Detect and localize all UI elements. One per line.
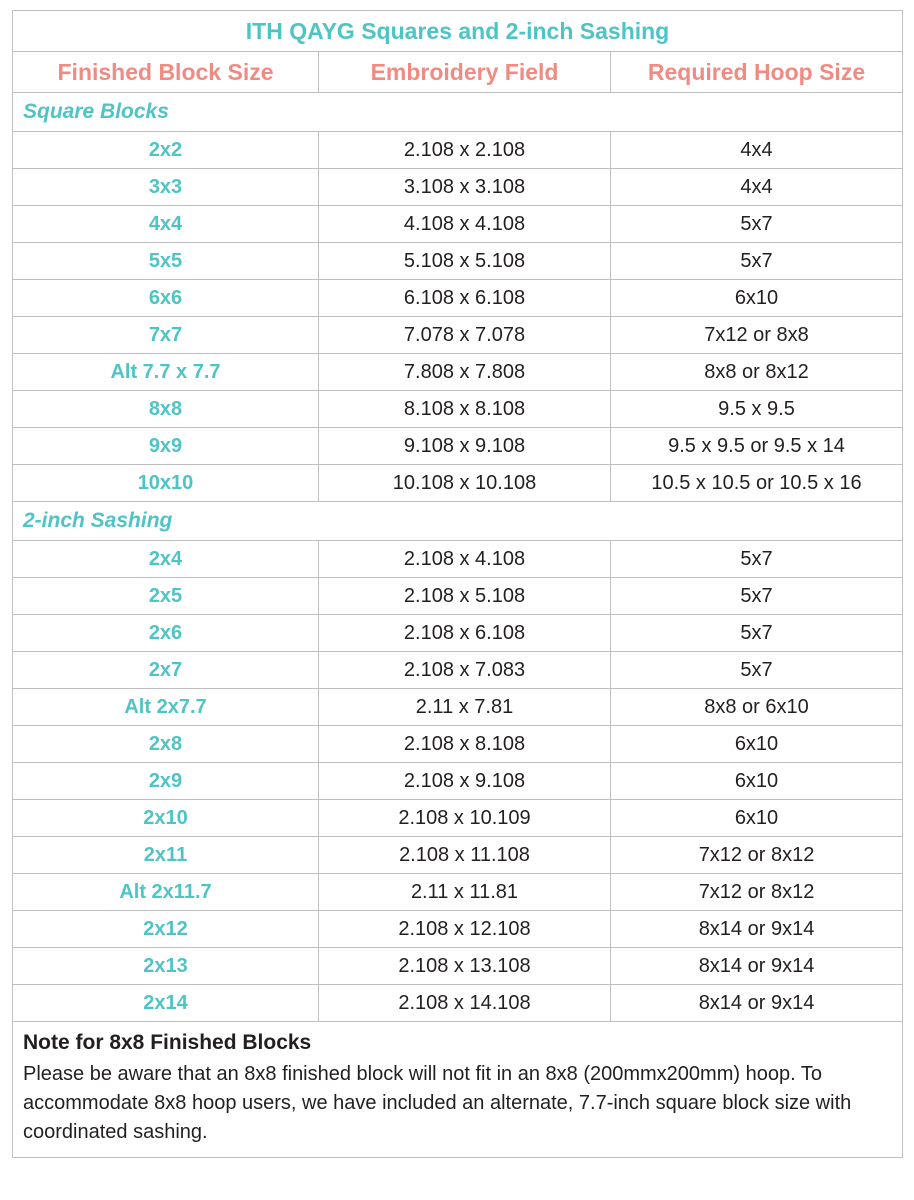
- cell-embroidery-field: 2.108 x 4.108: [319, 541, 611, 578]
- table-row: [13, 243, 903, 280]
- cell-block-size: 2x11: [13, 837, 319, 874]
- note-title: Note for 8x8 Finished Blocks: [23, 1031, 312, 1054]
- cell-hoop-size: 6x10: [611, 800, 903, 837]
- table-row: [13, 465, 903, 502]
- cell-embroidery-field: 8.108 x 8.108: [319, 391, 611, 428]
- cell-block-size: 2x8: [13, 726, 319, 763]
- cell-hoop-size: 8x14 or 9x14: [611, 948, 903, 985]
- cell-embroidery-field: 2.108 x 7.083: [319, 652, 611, 689]
- table-row: [13, 911, 903, 948]
- cell-hoop-size: 8x14 or 9x14: [611, 911, 903, 948]
- cell-hoop-size: 7x12 or 8x12: [611, 837, 903, 874]
- cell-block-size: 2x6: [13, 615, 319, 652]
- cell-block-size: 2x5: [13, 578, 319, 615]
- table-row: [13, 985, 903, 1022]
- cell-block-size: 2x12: [13, 911, 319, 948]
- column-header-block-size: Finished Block Size: [13, 52, 319, 93]
- cell-hoop-size: 7x12 or 8x8: [611, 317, 903, 354]
- cell-hoop-size: 4x4: [611, 132, 903, 169]
- cell-block-size: 6x6: [13, 280, 319, 317]
- note-body: Please be aware that an 8x8 finished block will not fit in an 8x8 (200mmx200mm) hoop. To accommodate 8x8 hoop users, we have included an alternate, 7.7-inch square block size with coordinated sashing.: [23, 1063, 852, 1144]
- cell-embroidery-field: 5.108 x 5.108: [319, 243, 611, 280]
- cell-hoop-size: 8x8 or 8x12: [611, 354, 903, 391]
- cell-embroidery-field: 7.078 x 7.078: [319, 317, 611, 354]
- cell-embroidery-field: 3.108 x 3.108: [319, 169, 611, 206]
- section-header-row: [13, 93, 903, 132]
- table-row: [13, 726, 903, 763]
- cell-embroidery-field: 2.108 x 8.108: [319, 726, 611, 763]
- cell-block-size: 7x7: [13, 317, 319, 354]
- cell-hoop-size: 5x7: [611, 652, 903, 689]
- cell-hoop-size: 6x10: [611, 763, 903, 800]
- cell-block-size: 2x14: [13, 985, 319, 1022]
- cell-hoop-size: 5x7: [611, 243, 903, 280]
- table-row: [13, 615, 903, 652]
- cell-embroidery-field: 2.11 x 7.81: [319, 689, 611, 726]
- cell-block-size: Alt 2x11.7: [13, 874, 319, 911]
- cell-block-size: 10x10: [13, 465, 319, 502]
- cell-embroidery-field: 9.108 x 9.108: [319, 428, 611, 465]
- cell-block-size: 4x4: [13, 206, 319, 243]
- cell-block-size: 2x13: [13, 948, 319, 985]
- cell-block-size: 2x4: [13, 541, 319, 578]
- column-header-hoop-size: Required Hoop Size: [611, 52, 903, 93]
- cell-hoop-size: 9.5 x 9.5 or 9.5 x 14: [611, 428, 903, 465]
- table-row: [13, 837, 903, 874]
- cell-block-size: 2x9: [13, 763, 319, 800]
- cell-embroidery-field: 2.108 x 12.108: [319, 911, 611, 948]
- cell-block-size: 3x3: [13, 169, 319, 206]
- table-row: [13, 391, 903, 428]
- column-header-row: [13, 52, 903, 93]
- cell-block-size: 2x2: [13, 132, 319, 169]
- title-row: [13, 11, 903, 52]
- cell-block-size: 2x10: [13, 800, 319, 837]
- cell-block-size: 9x9: [13, 428, 319, 465]
- table-row: [13, 317, 903, 354]
- table-row: [13, 652, 903, 689]
- cell-hoop-size: 5x7: [611, 206, 903, 243]
- table-row: [13, 354, 903, 391]
- block-size-table: [12, 10, 903, 1158]
- note-row: [13, 1022, 903, 1158]
- cell-embroidery-field: 10.108 x 10.108: [319, 465, 611, 502]
- cell-embroidery-field: 2.108 x 11.108: [319, 837, 611, 874]
- section-heading: Square Blocks: [13, 93, 903, 132]
- table-row: [13, 874, 903, 911]
- cell-embroidery-field: 2.108 x 10.109: [319, 800, 611, 837]
- table-row: [13, 428, 903, 465]
- cell-embroidery-field: 2.108 x 5.108: [319, 578, 611, 615]
- cell-hoop-size: 8x14 or 9x14: [611, 985, 903, 1022]
- cell-embroidery-field: 2.108 x 6.108: [319, 615, 611, 652]
- cell-hoop-size: 4x4: [611, 169, 903, 206]
- cell-block-size: Alt 2x7.7: [13, 689, 319, 726]
- cell-hoop-size: 6x10: [611, 280, 903, 317]
- cell-hoop-size: 5x7: [611, 615, 903, 652]
- cell-embroidery-field: 2.108 x 9.108: [319, 763, 611, 800]
- table-row: [13, 800, 903, 837]
- note-block: [13, 1022, 903, 1158]
- table-row: [13, 541, 903, 578]
- table-body: [13, 11, 903, 1158]
- table-row: [13, 132, 903, 169]
- column-header-embroidery-field: Embroidery Field: [319, 52, 611, 93]
- table-row: [13, 169, 903, 206]
- cell-block-size: 8x8: [13, 391, 319, 428]
- cell-embroidery-field: 2.108 x 13.108: [319, 948, 611, 985]
- table-row: [13, 763, 903, 800]
- cell-hoop-size: 7x12 or 8x12: [611, 874, 903, 911]
- cell-hoop-size: 9.5 x 9.5: [611, 391, 903, 428]
- cell-block-size: Alt 7.7 x 7.7: [13, 354, 319, 391]
- table-row: [13, 578, 903, 615]
- table-row: [13, 280, 903, 317]
- page-title: ITH QAYG Squares and 2-inch Sashing: [13, 11, 903, 52]
- cell-embroidery-field: 4.108 x 4.108: [319, 206, 611, 243]
- table-row: [13, 689, 903, 726]
- cell-embroidery-field: 2.108 x 14.108: [319, 985, 611, 1022]
- cell-embroidery-field: 6.108 x 6.108: [319, 280, 611, 317]
- section-header-row: [13, 502, 903, 541]
- cell-block-size: 2x7: [13, 652, 319, 689]
- cell-hoop-size: 6x10: [611, 726, 903, 763]
- cell-block-size: 5x5: [13, 243, 319, 280]
- cell-hoop-size: 10.5 x 10.5 or 10.5 x 16: [611, 465, 903, 502]
- table-row: [13, 948, 903, 985]
- cell-embroidery-field: 7.808 x 7.808: [319, 354, 611, 391]
- cell-hoop-size: 8x8 or 6x10: [611, 689, 903, 726]
- section-heading: 2-inch Sashing: [13, 502, 903, 541]
- cell-hoop-size: 5x7: [611, 578, 903, 615]
- cell-hoop-size: 5x7: [611, 541, 903, 578]
- cell-embroidery-field: 2.108 x 2.108: [319, 132, 611, 169]
- table-row: [13, 206, 903, 243]
- cell-embroidery-field: 2.11 x 11.81: [319, 874, 611, 911]
